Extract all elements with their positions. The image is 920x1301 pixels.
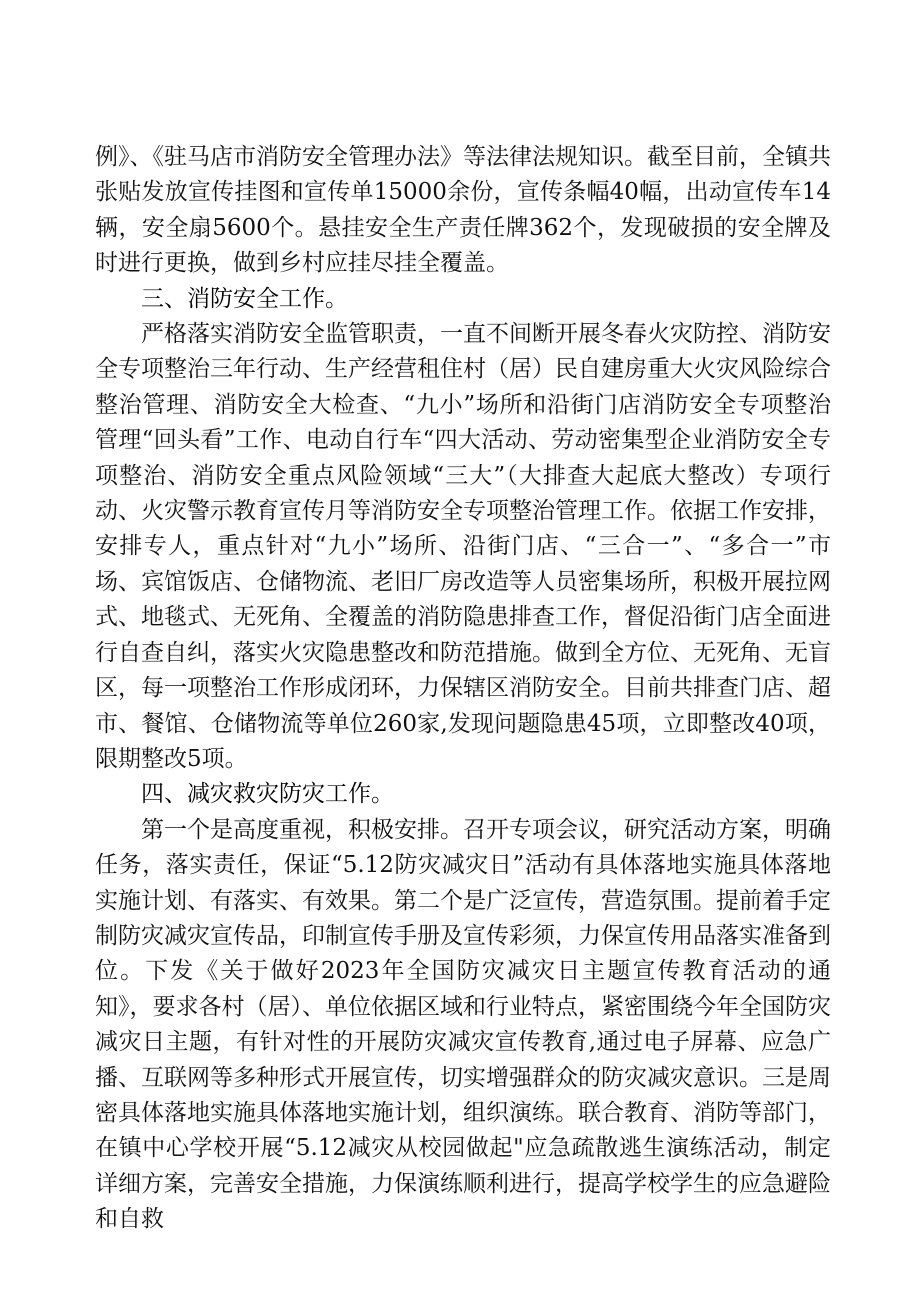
document-body [95, 140, 831, 1238]
paragraph-fire-safety: 严格落实消防安全监管职责，一直不间断开展冬春火灾防控、消防安全专项整治三年行动、生产经营租住村（居）民自建房重大火灾风险综合整治管理、消防安全大检查、“九小”场所和沿街门店消防安全专项整治管理“回头看”工作、电动自行车“四大活动、劳动密集型企业消防安全专项整治、消防安全重点风险领域“三大”（大排查大起底大整改）专项行动、火灾警示教育宣传月等消防安全专项整治管理工作。依据工作安排，安排专人，重点针对“九小”场所、沿街门店、“三合一”、“多合一”市场、宾馆饭店、仓储物流、老旧厂房改造等人员密集场所，积极开展拉网式、地毯式、无死角、全覆盖的消防隐患排查工作，督促沿街门店全面进行自查自纠，落实火灾隐患整改和防范措施。做到全方位、无死角、无盲区，每一项整治工作形成闭环，力保辖区消防安全。目前共排查门店、超市、餐馆、仓储物流等单位260家,发现问题隐患45项，立即整改40项，限期整改5项。 [95, 321, 831, 772]
paragraph-disaster-relief: 第一个是高度重视，积极安排。召开专项会议，研究活动方案，明确任务，落实责任，保证“5.12防灾减灾日”活动有具体落地实施具体落地实施计划、有落实、有效果。第二个是广泛宣传，营造氛围。提前着手定制防灾减灾宣传品，印制宣传手册及宣传彩须，力保宣传用品落实准备到位。下发《关于做好2023年全国防灾减灾日主题宣传教育活动的通知》，要求各村（居）、单位依据区域和行业特点，紧密围绕今年全国防灾减灾日主题，有针对性的开展防灾减灾宣传教育,通过电子屏幕、应急广播、互联网等多种形式开展宣传，切实增强群众的防灾减灾意识。三是周密具体落地实施具体落地实施计划，组织演练。联合教育、消防等部门，在镇中心学校开展“5.12减灾从校园做起"应急疏散逃生演练活动，制定详细方案，完善安全措施，力保演练顺利进行，提高学校学生的应急避险和自救 [95, 816, 831, 1233]
section-heading-disaster-relief: 四、减灾救灾防灾工作。 [141, 781, 394, 808]
paragraph-continuation: 例》、《驻马店市消防安全管理办法》等法律法规知识。截至目前，全镇共张贴发放宣传挂图和宣传单15000余份，宣传条幅40幅，出动宣传车14辆，安全扇5600个。悬挂安全生产责任牌362个，发现破损的安全牌及时进行更换，做到乡村应挂尽挂全覆盖。 [95, 144, 831, 277]
section-heading-fire-safety: 三、消防安全工作。 [141, 285, 348, 312]
